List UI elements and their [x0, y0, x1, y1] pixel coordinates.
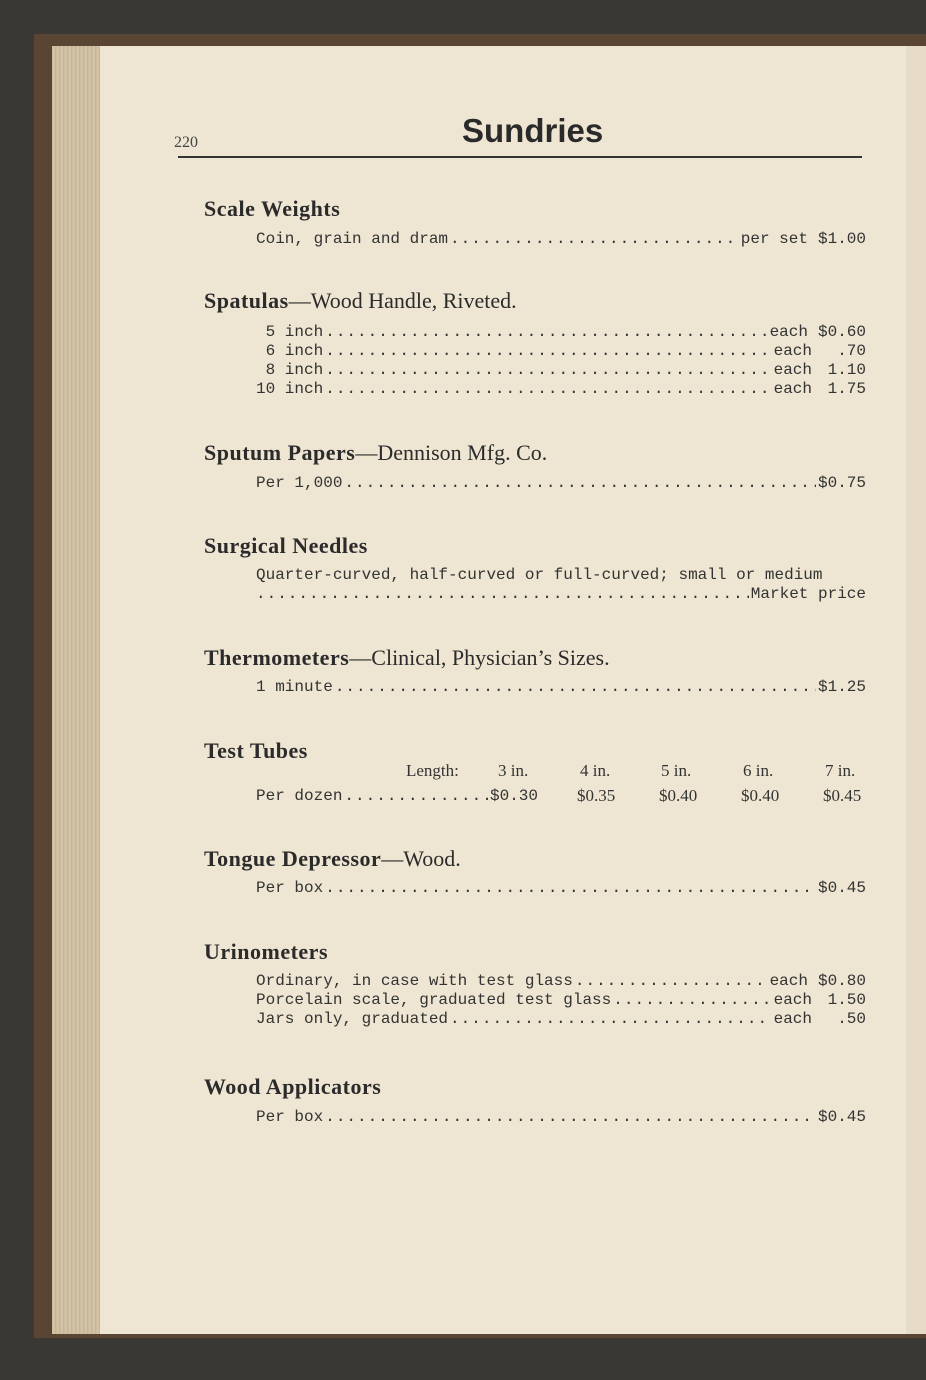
list-item: [256, 972, 866, 991]
section-heading-wood-applicators: [204, 1074, 381, 1100]
list-item: [256, 991, 866, 1010]
item-label: 1 minute: [256, 678, 333, 696]
length-header: 7 in.: [825, 761, 856, 780]
item-price: $0.45: [823, 786, 862, 805]
leader-dots: [325, 323, 767, 342]
header-rule: [178, 156, 862, 158]
heading-bold: Thermometers: [204, 645, 350, 670]
item-price: 1.75: [827, 380, 866, 398]
page-number: 220: [174, 134, 198, 151]
leader-dots: [256, 585, 749, 604]
item-label: 8 inch: [256, 361, 324, 379]
leader-dots: [450, 1010, 772, 1029]
leader-dots: [613, 991, 771, 1010]
item-price: 1.10: [827, 361, 866, 379]
list-item: [256, 585, 866, 604]
item-unit: each: [773, 361, 812, 379]
item-unit: each: [773, 1010, 812, 1028]
item-price: $0.75: [817, 474, 866, 492]
leader-dots: [575, 972, 768, 991]
list-item: [256, 361, 866, 380]
length-header: 3 in.: [498, 761, 529, 780]
item-price: $1.00: [817, 230, 866, 248]
item-label: Per dozen: [256, 787, 343, 805]
length-header: 4 in.: [580, 761, 611, 780]
section-heading-surgical-needles: [204, 533, 368, 559]
item-label: Per 1,000: [256, 474, 343, 492]
heading-bold: Sputum Papers: [204, 440, 356, 465]
page-edges: [52, 46, 100, 1334]
list-item-description: [256, 566, 866, 585]
item-unit: per set: [740, 230, 808, 248]
length-label: Length:: [406, 761, 459, 780]
heading-bold: Test Tubes: [204, 738, 308, 763]
leader-dots: [325, 361, 771, 380]
item-label: Porcelain scale, graduated test glass: [256, 991, 612, 1009]
item-price: .50: [837, 1010, 866, 1028]
item-price: Market price: [750, 585, 866, 603]
item-unit: each: [769, 323, 808, 341]
heading-bold: Surgical Needles: [204, 533, 368, 558]
heading-bold: Tongue Depressor: [204, 846, 382, 871]
list-item: [256, 342, 866, 361]
item-label: 5 inch: [256, 323, 324, 341]
section-heading-sputum-papers: [204, 440, 547, 466]
item-label: 6 inch: [256, 342, 324, 360]
item-price: $0.45: [817, 1108, 866, 1126]
heading-rest: —Clinical, Physician’s Sizes.: [349, 645, 610, 670]
item-label: Quarter-curved, half-curved or full-curved; small or medium: [256, 566, 823, 584]
section-heading-scale-weights: [204, 196, 340, 222]
heading-rest: —Wood Handle, Riveted.: [288, 288, 517, 313]
item-unit: each: [773, 991, 812, 1009]
item-label: Per box: [256, 879, 324, 897]
item-label: Jars only, graduated: [256, 1010, 449, 1028]
item-price: .70: [837, 342, 866, 360]
heading-rest: —Wood.: [381, 846, 461, 871]
item-price: $0.45: [817, 879, 866, 897]
leader-dots: [450, 230, 739, 249]
section-heading-tongue-depressor: [204, 846, 461, 872]
item-unit: each: [773, 380, 812, 398]
list-item: [256, 678, 866, 697]
list-item: [256, 474, 866, 493]
length-header: 5 in.: [661, 761, 692, 780]
leader-dots: [344, 787, 488, 806]
heading-bold: Wood Applicators: [204, 1074, 382, 1099]
list-item: [256, 380, 866, 399]
item-price: 1.50: [827, 991, 866, 1009]
leader-dots: [335, 678, 816, 697]
section-heading-urinometers: [204, 939, 328, 965]
item-label: Ordinary, in case with test glass: [256, 972, 573, 990]
list-item: [256, 879, 866, 898]
facing-page-edge: [906, 46, 926, 1334]
list-item: [256, 323, 866, 342]
item-unit: each: [773, 342, 812, 360]
item-label: 10 inch: [256, 380, 324, 398]
item-label: Per box: [256, 1108, 324, 1126]
leader-dots: [325, 380, 771, 399]
section-heading-spatulas: [204, 288, 517, 314]
item-unit: each: [769, 972, 808, 990]
list-item: [256, 1108, 866, 1127]
item-price: $0.40: [741, 786, 780, 805]
page-title: Sundries: [462, 112, 604, 149]
section-heading-test-tubes: [204, 738, 308, 764]
length-header: 6 in.: [743, 761, 774, 780]
heading-bold: Spatulas: [204, 288, 289, 313]
item-price: $1.25: [817, 678, 866, 696]
item-label: Coin, grain and dram: [256, 230, 449, 248]
item-price: $0.40: [659, 786, 698, 805]
section-heading-thermometers: [204, 645, 610, 671]
heading-bold: Scale Weights: [204, 196, 341, 221]
heading-rest: —Dennison Mfg. Co.: [355, 440, 548, 465]
item-price: $0.30: [489, 787, 538, 805]
leader-dots: [325, 879, 816, 898]
list-item: [256, 1010, 866, 1029]
item-price: $0.80: [817, 972, 866, 990]
item-price: $0.35: [577, 786, 616, 805]
leader-dots: [325, 342, 771, 361]
list-item: [256, 230, 866, 249]
leader-dots: [344, 474, 816, 493]
item-price: $0.60: [817, 323, 866, 341]
leader-dots: [325, 1108, 816, 1127]
heading-bold: Urinometers: [204, 939, 329, 964]
list-item: [256, 787, 538, 806]
